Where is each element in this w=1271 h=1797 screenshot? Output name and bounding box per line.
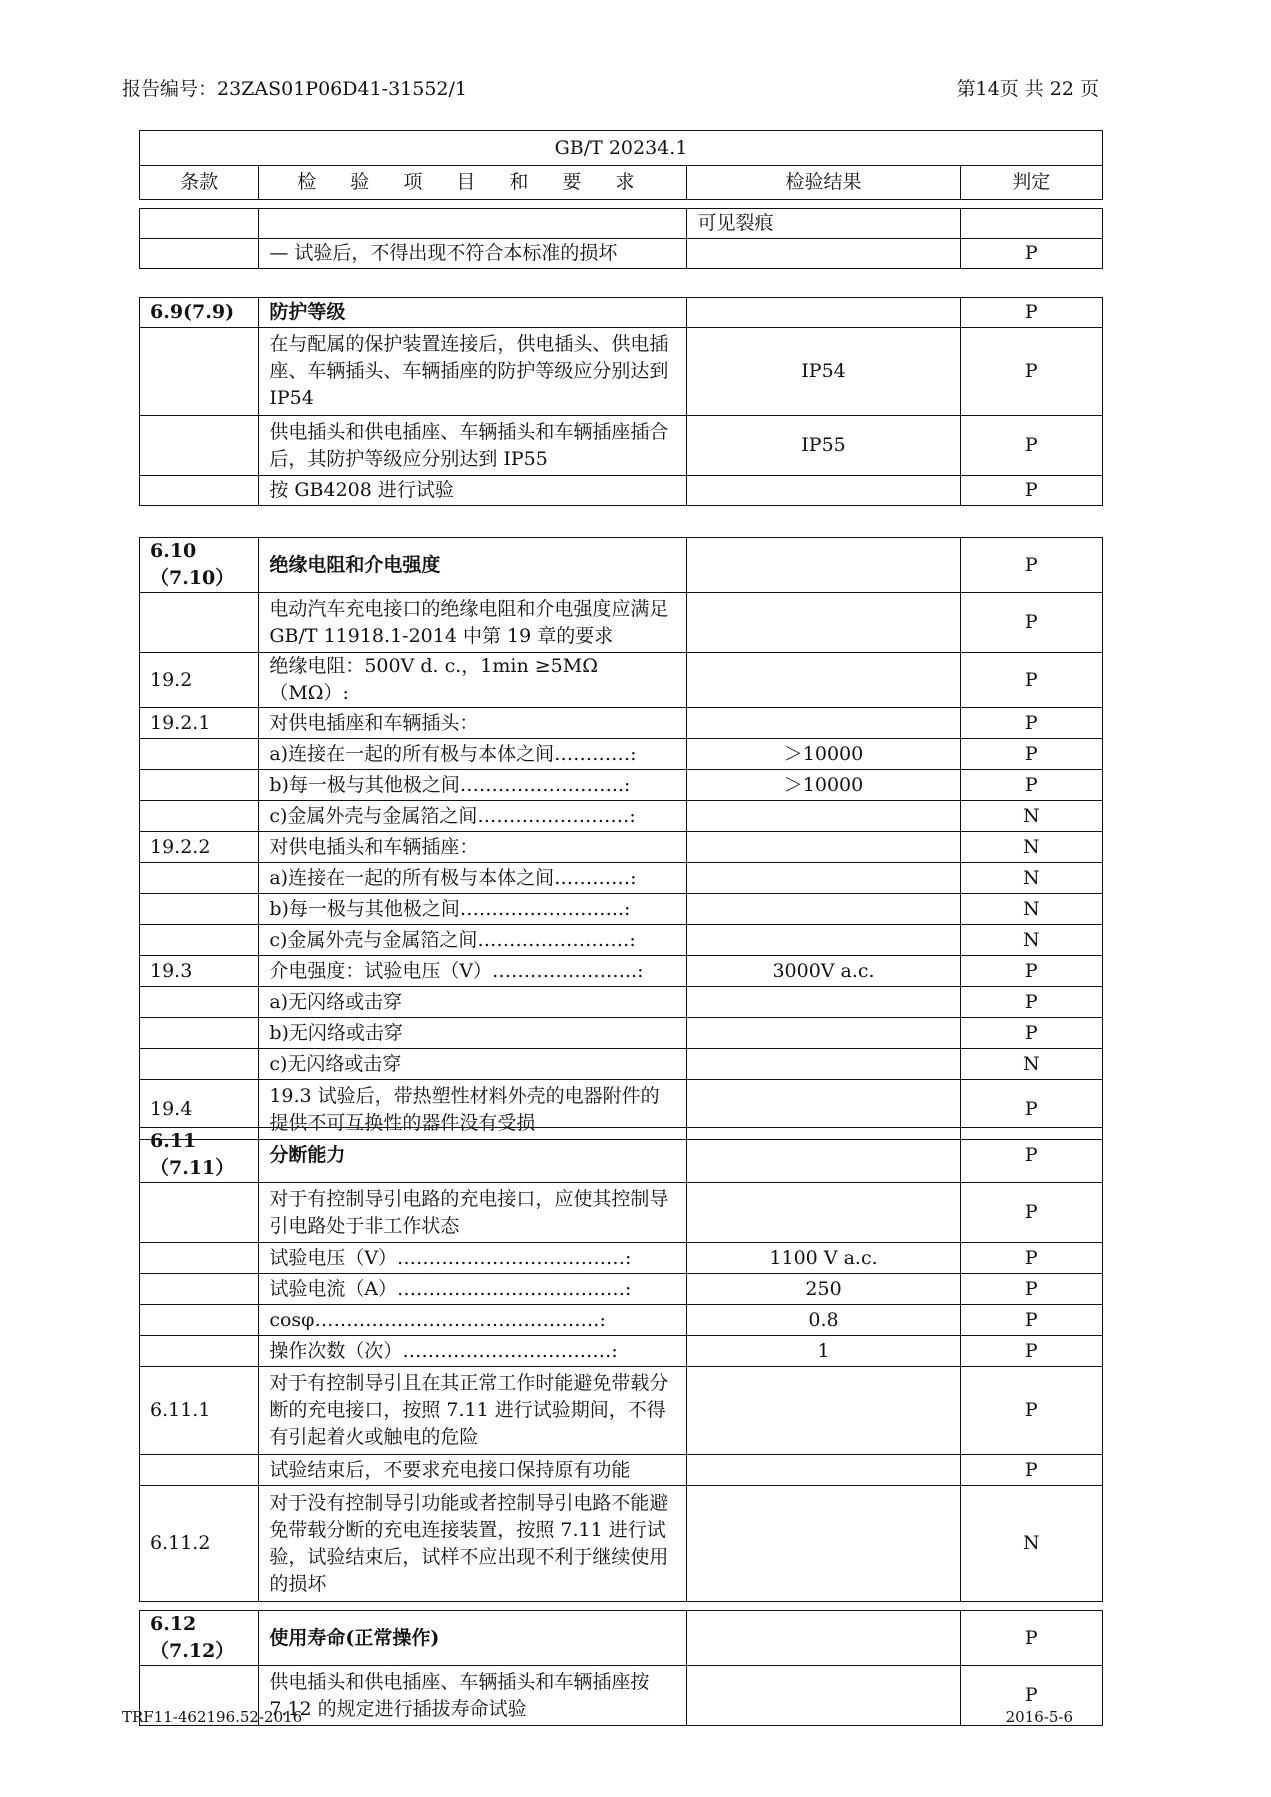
item-cell: 试验电流（A）………………………………:: [259, 1274, 687, 1305]
table-row: [140, 476, 1103, 506]
item-cell: 在与配属的保护装置连接后，供电插头、供电插座、车辆插头、车辆插座的防护等级应分别达到 IP54: [259, 328, 687, 416]
report-number: 报告编号：23ZAS01P06D41-31552/1: [122, 78, 468, 100]
clause-cell: 19.2: [140, 653, 259, 708]
table-row: [140, 1611, 1103, 1666]
result-cell: IP55: [687, 416, 960, 476]
result-cell: [687, 987, 960, 1018]
clause-cell: [140, 1243, 259, 1274]
verdict-cell: N: [960, 894, 1102, 925]
table-row: [140, 1305, 1103, 1336]
form-code: TRF11-462196.52-2016: [122, 1708, 303, 1726]
table-row: [140, 298, 1103, 328]
verdict-cell: P: [960, 1080, 1102, 1140]
clause-cell: [140, 1455, 259, 1486]
item-cell: a)连接在一起的所有极与本体之间…………:: [259, 863, 687, 894]
item-cell: b)每一极与其他极之间……………………..:: [259, 894, 687, 925]
result-cell: [687, 1666, 960, 1726]
verdict-cell: P: [960, 1274, 1102, 1305]
verdict-cell: P: [960, 1183, 1102, 1243]
item-cell: 分断能力: [259, 1128, 687, 1183]
result-cell: [687, 863, 960, 894]
result-cell: [687, 538, 960, 593]
item-cell: c)金属外壳与金属箔之间……………………:: [259, 801, 687, 832]
table-row: [140, 538, 1103, 593]
clause-cell: [140, 416, 259, 476]
verdict-cell: P: [960, 1336, 1102, 1367]
result-cell: [687, 653, 960, 708]
col-verdict-header: 判定: [960, 166, 1102, 200]
verdict-cell: P: [960, 956, 1102, 987]
clause-cell: [140, 476, 259, 506]
item-cell: 对供电插头和车辆插座：: [259, 832, 687, 863]
clause-cell: 6.11.2: [140, 1486, 259, 1602]
clause-cell: [140, 894, 259, 925]
result-cell: [687, 894, 960, 925]
item-cell: cosφ………………………………………:: [259, 1305, 687, 1336]
clause-cell: 6.11（7.11）: [140, 1128, 259, 1183]
verdict-cell: P: [960, 593, 1102, 653]
result-cell: ＞10000: [687, 739, 960, 770]
item-cell: 对供电插座和车辆插头：: [259, 708, 687, 739]
verdict-cell: [960, 209, 1102, 239]
verdict-cell: P: [960, 1611, 1102, 1666]
clause-cell: [140, 987, 259, 1018]
table-row: [140, 209, 1103, 239]
table-row: [140, 1128, 1103, 1183]
result-cell: [687, 1018, 960, 1049]
result-cell: ＞10000: [687, 770, 960, 801]
table-row: [140, 416, 1103, 476]
table-row: [140, 832, 1103, 863]
col-clause-header: 条款: [140, 166, 259, 200]
verdict-cell: N: [960, 801, 1102, 832]
item-cell: 对于有控制导引电路的充电接口，应使其控制导引电路处于非工作状态: [259, 1183, 687, 1243]
table-row: [140, 770, 1103, 801]
item-cell: 操作次数（次）……………………………:: [259, 1336, 687, 1367]
result-cell: 1100 V a.c.: [687, 1243, 960, 1274]
result-cell: [687, 239, 960, 269]
item-cell: c)无闪络或击穿: [259, 1049, 687, 1080]
item-cell: [259, 209, 687, 239]
item-cell: 对于有控制导引且在其正常工作时能避免带载分断的充电接口，按照 7.11 进行试验期间，不得有引起着火或触电的危险: [259, 1367, 687, 1455]
verdict-cell: P: [960, 1243, 1102, 1274]
item-cell: 19.3 试验后，带热塑性材料外壳的电器附件的提供不可互换性的器件没有受损: [259, 1080, 687, 1140]
item-cell: c)金属外壳与金属箔之间……………………:: [259, 925, 687, 956]
table-row: [140, 1018, 1103, 1049]
table-row: [140, 1183, 1103, 1243]
section-6-9: [139, 297, 1103, 506]
verdict-cell: P: [960, 739, 1102, 770]
clause-cell: [140, 770, 259, 801]
clause-cell: 6.12（7.12）: [140, 1611, 259, 1666]
result-cell: [687, 1049, 960, 1080]
item-cell: — 试验后，不得出现不符合本标准的损坏: [259, 239, 687, 269]
verdict-cell: P: [960, 1018, 1102, 1049]
verdict-cell: P: [960, 653, 1102, 708]
clause-cell: [140, 209, 259, 239]
verdict-cell: N: [960, 863, 1102, 894]
result-cell: [687, 832, 960, 863]
clause-cell: [140, 593, 259, 653]
section-6-10: [139, 537, 1103, 1140]
verdict-cell: P: [960, 298, 1102, 328]
verdict-cell: P: [960, 1455, 1102, 1486]
clause-cell: 6.9(7.9): [140, 298, 259, 328]
result-cell: 250: [687, 1274, 960, 1305]
table-row: [140, 863, 1103, 894]
table-row: [140, 1336, 1103, 1367]
verdict-cell: P: [960, 708, 1102, 739]
item-cell: 电动汽车充电接口的绝缘电阻和介电强度应满足 GB/T 11918.1-2014 中第 19 章的要求: [259, 593, 687, 653]
result-cell: [687, 708, 960, 739]
clause-cell: [140, 925, 259, 956]
table-row: [140, 987, 1103, 1018]
result-cell: 3000V a.c.: [687, 956, 960, 987]
clause-cell: [140, 1274, 259, 1305]
item-cell: 绝缘电阻和介电强度: [259, 538, 687, 593]
verdict-cell: N: [960, 925, 1102, 956]
result-cell: [687, 1455, 960, 1486]
result-cell: [687, 925, 960, 956]
result-cell: [687, 1486, 960, 1602]
clause-cell: 6.10（7.10）: [140, 538, 259, 593]
verdict-cell: P: [960, 1128, 1102, 1183]
verdict-cell: N: [960, 1486, 1102, 1602]
item-cell: 防护等级: [259, 298, 687, 328]
table-row: [140, 1367, 1103, 1455]
standard-title: GB/T 20234.1: [140, 131, 1103, 166]
table-row: [140, 328, 1103, 416]
verdict-cell: P: [960, 328, 1102, 416]
verdict-cell: P: [960, 239, 1102, 269]
verdict-cell: P: [960, 1666, 1102, 1726]
result-cell: [687, 593, 960, 653]
item-cell: a)连接在一起的所有极与本体之间…………:: [259, 739, 687, 770]
item-cell: 对于没有控制导引功能或者控制导引电路不能避免带载分断的充电连接装置，按照 7.11 进行试验，试验结束后，试样不应出现不利于继续使用的损坏: [259, 1486, 687, 1602]
verdict-cell: N: [960, 832, 1102, 863]
result-cell: 0.8: [687, 1305, 960, 1336]
table-row: [140, 1455, 1103, 1486]
clause-cell: [140, 1183, 259, 1243]
result-cell: IP54: [687, 328, 960, 416]
section-continuation: [139, 208, 1103, 269]
item-cell: 供电插头和供电插座、车辆插头和车辆插座插合后，其防护等级应分别达到 IP55: [259, 416, 687, 476]
col-item-header: 检 验 项 目 和 要 求: [259, 166, 687, 200]
item-cell: b)无闪络或击穿: [259, 1018, 687, 1049]
table-row: [140, 1243, 1103, 1274]
verdict-cell: P: [960, 1305, 1102, 1336]
table-row: [140, 956, 1103, 987]
clause-cell: [140, 1305, 259, 1336]
result-cell: [687, 1611, 960, 1666]
result-cell: [687, 1128, 960, 1183]
table-row: [140, 1486, 1103, 1602]
verdict-cell: P: [960, 538, 1102, 593]
clause-cell: [140, 739, 259, 770]
item-cell: b)每一极与其他极之间……………………..:: [259, 770, 687, 801]
table-row: [140, 1274, 1103, 1305]
item-cell: 介电强度：试验电压（V）…………………..:: [259, 956, 687, 987]
clause-cell: 19.3: [140, 956, 259, 987]
item-cell: a)无闪络或击穿: [259, 987, 687, 1018]
section-6-11: [139, 1127, 1103, 1602]
clause-cell: 19.2.1: [140, 708, 259, 739]
verdict-cell: P: [960, 987, 1102, 1018]
verdict-cell: P: [960, 476, 1102, 506]
item-cell: 供电插头和供电插座、车辆插头和车辆插座按 7.12 的规定进行插拔寿命试验: [259, 1666, 687, 1726]
table-row: [140, 1049, 1103, 1080]
item-cell: 试验结束后，不要求充电接口保持原有功能: [259, 1455, 687, 1486]
clause-cell: [140, 328, 259, 416]
item-cell: 使用寿命(正常操作): [259, 1611, 687, 1666]
page-info: 第14页 共 22 页: [956, 78, 1099, 100]
result-cell: [687, 1367, 960, 1455]
table-row: [140, 894, 1103, 925]
clause-cell: 19.4: [140, 1080, 259, 1140]
result-cell: 1: [687, 1336, 960, 1367]
verdict-cell: P: [960, 416, 1102, 476]
clause-cell: [140, 1018, 259, 1049]
footer-date: 2016-5-6: [1005, 1708, 1073, 1726]
table-row: [140, 239, 1103, 269]
table-header: [139, 130, 1103, 200]
result-cell: 可见裂痕: [687, 209, 960, 239]
table-row: [140, 653, 1103, 708]
item-cell: 按 GB4208 进行试验: [259, 476, 687, 506]
clause-cell: [140, 1336, 259, 1367]
clause-cell: [140, 239, 259, 269]
clause-cell: [140, 1049, 259, 1080]
verdict-cell: P: [960, 770, 1102, 801]
table-row: [140, 801, 1103, 832]
clause-cell: [140, 863, 259, 894]
result-cell: [687, 801, 960, 832]
result-cell: [687, 298, 960, 328]
table-row: [140, 925, 1103, 956]
clause-cell: 6.11.1: [140, 1367, 259, 1455]
table-row: [140, 739, 1103, 770]
item-cell: 试验电压（V）………………………………:: [259, 1243, 687, 1274]
table-row: [140, 593, 1103, 653]
clause-cell: [140, 801, 259, 832]
clause-cell: 19.2.2: [140, 832, 259, 863]
item-cell: 绝缘电阻：500V d. c.，1min ≥5MΩ（MΩ）:: [259, 653, 687, 708]
col-result-header: 检验结果: [687, 166, 960, 200]
result-cell: [687, 476, 960, 506]
table-row: [140, 708, 1103, 739]
verdict-cell: P: [960, 1367, 1102, 1455]
verdict-cell: N: [960, 1049, 1102, 1080]
result-cell: [687, 1183, 960, 1243]
